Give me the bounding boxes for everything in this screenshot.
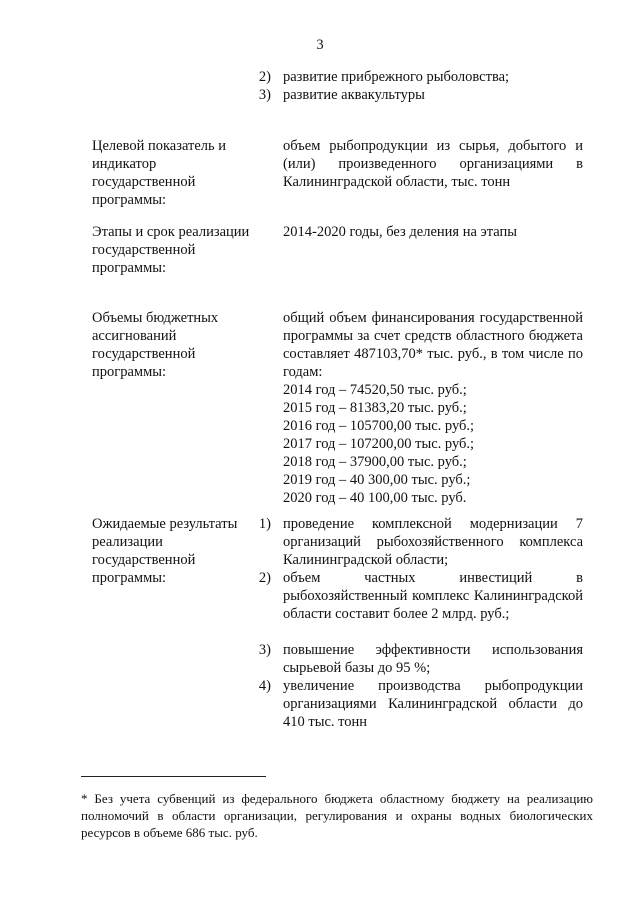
target-indicator-label: Целевой показатель и индикатор государственной программы: <box>92 138 227 208</box>
footnote-divider <box>81 776 266 777</box>
target-indicator-value: объем рыбопродукции из сырья, добытого и (или) произведенного организациями в Калининградской области, тыс. тонн <box>283 138 583 190</box>
list-item-number: 2) <box>258 69 271 85</box>
page-number: 3 <box>316 37 324 53</box>
budget-year-2020: 2020 год – 40 100,00 тыс. руб. <box>283 490 467 506</box>
stages-label: Этапы и срок реализации государственной программы: <box>92 224 250 276</box>
budget-year-2014: 2014 год – 74520,50 тыс. руб.; <box>283 382 467 398</box>
budget-label: Объемы бюджетных ассигнований государственной программы: <box>92 310 219 380</box>
list-item-text: развитие аквакультуры <box>283 87 425 103</box>
budget-intro: общий объем финансирования государственной программы за счет средств областного бюджета составляет 487103,70* тыс. руб., в том числе по годам: <box>283 310 583 380</box>
result-text: повышение эффективности использования сырьевой базы до 95 %; <box>283 642 583 676</box>
stages-value: 2014-2020 годы, без деления на этапы <box>283 224 517 240</box>
budget-year-2015: 2015 год – 81383,20 тыс. руб.; <box>283 400 467 416</box>
budget-year-2019: 2019 год – 40 300,00 тыс. руб.; <box>283 472 471 488</box>
result-number: 2) <box>258 570 271 586</box>
list-item-text: развитие прибрежного рыболовства; <box>283 69 510 85</box>
result-text: проведение комплексной модернизации 7 организаций рыбохозяйственного комплекса Калининградской области; <box>283 516 583 568</box>
budget-year-2018: 2018 год – 37900,00 тыс. руб.; <box>283 454 467 470</box>
result-text: объем частных инвестиций в рыбохозяйственный комплекс Калининградской области составит более 2 млрд. руб.; <box>283 570 583 622</box>
result-number: 3) <box>258 642 271 658</box>
budget-year-2017: 2017 год – 107200,00 тыс. руб.; <box>283 436 475 452</box>
result-number: 4) <box>258 678 271 694</box>
result-number: 1) <box>258 516 271 532</box>
list-item-number: 3) <box>258 87 271 103</box>
result-text: увеличение производства рыбопродукции организациями Калининградской области до 410 тыс. тонн <box>283 678 583 730</box>
footnote: * Без учета субвенций из федерального бюджета областному бюджету на реализацию полномочий в области организации, регулирования и охраны водных биологических ресурсов в объеме 686 тыс. руб. <box>81 791 593 840</box>
budget-years-list <box>283 381 583 507</box>
results-label: Ожидаемые результаты реализации государственной программы: <box>92 516 238 586</box>
budget-year-2016: 2016 год – 105700,00 тыс. руб.; <box>283 418 475 434</box>
